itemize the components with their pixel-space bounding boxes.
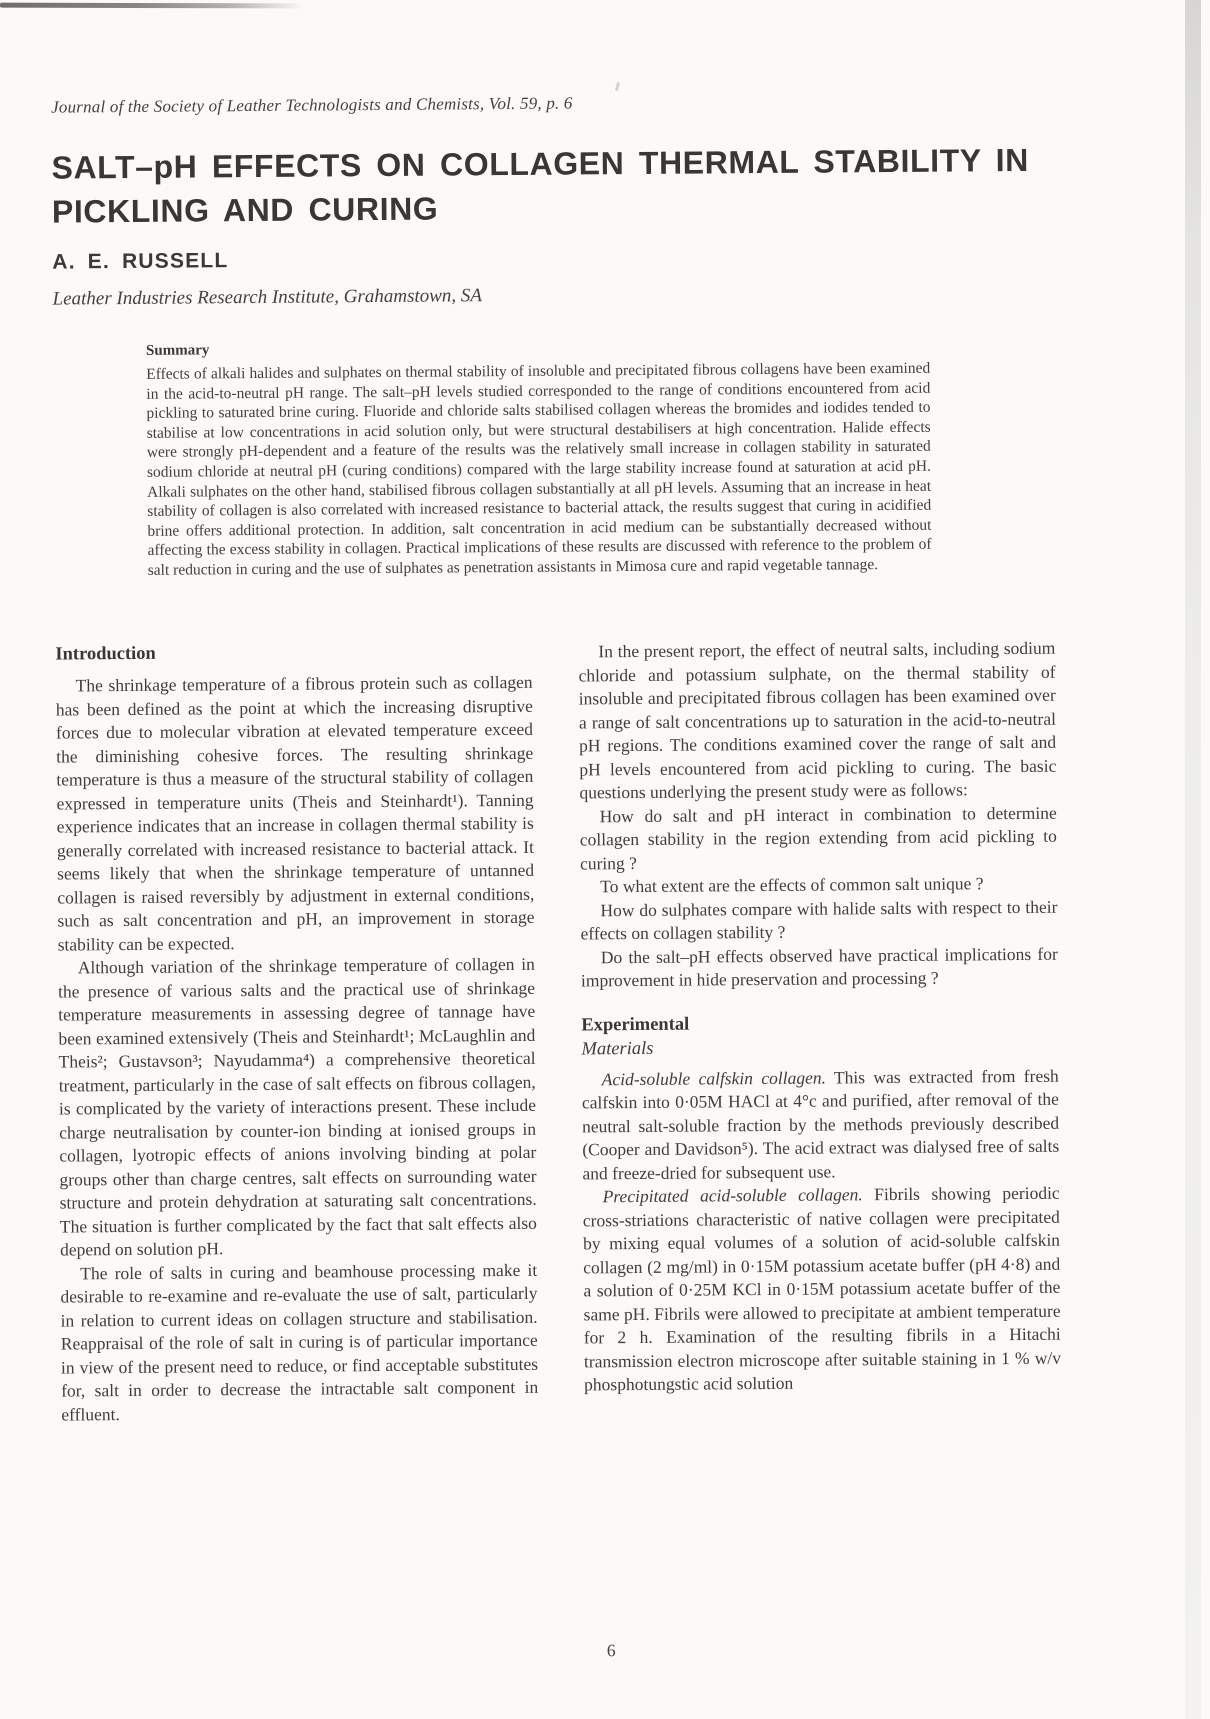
question-paragraph: To what extent are the effects of common salt unique ? [600, 873, 984, 897]
materials-paragraph-text: Fibrils showing periodic cross-striations characteristic of native collagen were precipitated by mixing equal volumes of a solution of acid-soluble calfskin collagen (2 mg/ml) in 0·15M potassium acetate buffer (pH 4·8) and a solution of 0·25M KCl in 0·15M potassium acetate buffer of the same pH. Fibrils were allowed to precipitate at ambient temperature for 2 h. Examination of the resulting fibrils in a Hitachi transmission electron microscope after suitable staining in 1 % w/v phosphotungstic acid solution [582, 1182, 1062, 1395]
materials-paragraph-lead: Precipitated acid-soluble collagen. [602, 1184, 863, 1207]
materials-paragraph [583, 1182, 1062, 1397]
introduction-paragraph: The shrinkage temperature of a fibrous protein such as collagen has been defined as the point at which the increasing disruptive forces due to molecular vibration at elevated temperature exceed the diminishing cohesive forces. The resulting shrinkage temperature is thus a measure of the structural stability of collagen expressed in temperature units (Theis and Steinhardt¹). Tanning experience indicates that an increase in collagen thermal stability is generally correlated with increased resistance to bacterial attack. It seems likely that when the shrinkage temperature of untanned collagen is raised reversibly by adjustment in external conditions, such as salt concentration and pH, an improvement in storage stability can be expected. [55, 671, 535, 955]
materials-paragraph-text: This was extracted from fresh calfskin into 0·05M HACl at 4°c and purified, after removal of the neutral salt-soluble fraction by the methods previously described (Cooper and Davidson⁵). The acid extract was dialysed free of salts and freeze-dried for subsequent use. [581, 1065, 1060, 1183]
materials-paragraph-lead: Acid-soluble calfskin collagen. [601, 1067, 826, 1089]
journal-citation: Journal of the Society of Leather Technologists and Chemists, Vol. 59, p. 6 [51, 93, 573, 117]
article-title [51, 137, 1112, 233]
right-column [578, 637, 1061, 1423]
present-report-paragraph: In the present report, the effect of neutral salts, including sodium chloride and potassium sulphate, on the thermal stability of insoluble and precipitated fibrous collagen has been examined over a range of salt concentrations up to saturation in the acid-to-neutral pH regions. The conditions examined cover the range of salt and pH levels encountered from acid pickling to curing. The basic questions underlying the present study were as follows: [578, 637, 1057, 803]
materials-paragraph [582, 1064, 1060, 1185]
author-name: A. E. RUSSELL [52, 249, 229, 274]
page-number: 6 [606, 1640, 616, 1661]
experimental-heading: Experimental [581, 1014, 690, 1035]
article-title-line2: PICKLING AND CURING [51, 190, 439, 230]
question-paragraph: Do the salt–pH effects observed have practical implications for improvement in hide preservation and processing ? [580, 943, 1058, 991]
introduction-heading: Introduction [55, 643, 156, 665]
summary-text: Effects of alkali halides and sulphates on thermal stability of insoluble and precipitated fibrous collagens have been examined in the acid-to-neutral pH range. The salt–pH levels studied corresponded to the range of conditions encountered from acid pickling to saturated brine curing. Fluoride and chloride salts stabilised collagen whereas the bromides and iodides tended to stabilise at low concentrations in acid solution only, but were structural destabilisers at high concentration. Halide effects were strongly pH-dependent and a feature of the results was the relatively small increase in collagen stability in saturated sodium chloride at neutral pH (curing conditions) compared with the large stability increase found at saturation at acid pH. Alkali sulphates on the other hand, stabilised fibrous collagen substantially at all pH levels. Assuming that an increase in heat stability of collagen is also correlated with increased resistance to bacterial attack, the results suggest that curing in acidified brine offers additional protection. In addition, salt concentration in acid medium can be substantially decreased without affecting the excess stability in collagen. Practical implications of these results are discussed with reference to the problem of salt reduction in curing and the use of sulphates as penetration assistants in Mimosa cure and rapid vegetable tannage. [146, 359, 932, 579]
left-column [55, 641, 538, 1427]
question-paragraph: How do sulphates compare with halide salts with respect to their effects on collagen stability ? [580, 896, 1058, 944]
summary-section [146, 337, 932, 581]
question-paragraph: How do salt and pH interact in combination to determine collagen stability in the region extending from acid pickling to curing ? [579, 802, 1057, 873]
introduction-paragraph: The role of salts in curing and beamhouse processing make it desirable to re-examine and re-evaluate the use of salt, particularly in relation to current ideas on collagen structure and stabilisation. Reappraisal of the role of salt in curing is of particular importance in view of the present need to reduce, or find acceptable substitutes for, salt in order to decrease the intractable salt component in effluent. [60, 1259, 539, 1425]
author-affiliation: Leather Industries Research Institute, Grahamstown, SA [52, 285, 483, 310]
materials-subheading: Materials [581, 1038, 654, 1059]
introduction-paragraph: Although variation of the shrinkage temperature of collagen in the presence of various salts and the practical use of shrinkage temperature measurements in assessing degree of tannage have been examined extensively (Theis and Steinhardt¹; McLaughlin and Theis²; Gustavson³; Nayudamma⁴) a comprehensive theoretical treatment, particularly in the case of salt effects on fibrous collagen, is complicated by the variety of interactions present. These include charge neutralisation by counter-ion binding at ionised groups in collagen, lyotropic effects of anions involving binding at polar groups other than charge centres, salt effects on surrounding water structure and protein dehydration at saturating salt concentrations. The situation is further complicated by the fact that salt effects also depend on solution pH. [57, 953, 537, 1260]
article-body [55, 637, 1061, 1427]
article-title-line1: SALT–pH EFFECTS ON COLLAGEN THERMAL STABILITY IN [51, 141, 1030, 186]
summary-heading: Summary [145, 342, 210, 359]
